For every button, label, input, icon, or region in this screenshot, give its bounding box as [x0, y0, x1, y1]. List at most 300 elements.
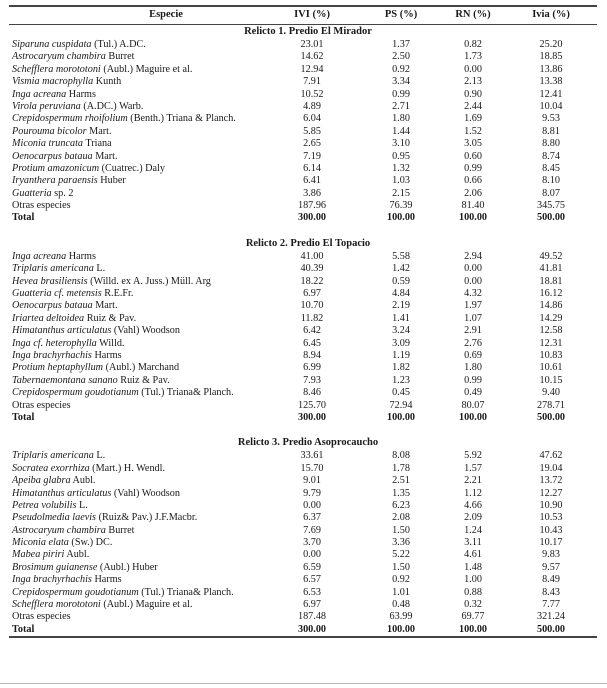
- cell-ps: 1.44: [392, 125, 410, 137]
- cell-ps: 1.03: [392, 175, 410, 187]
- cell-ivi: 6.14: [303, 162, 321, 174]
- cell-ps: 1.19: [392, 349, 410, 361]
- cell-ps: 5.58: [392, 250, 410, 262]
- cell-ps: 0.95: [392, 150, 410, 162]
- table-row: [9, 188, 597, 200]
- table-row: [9, 387, 597, 399]
- cell-ivia: 9.53: [542, 113, 560, 125]
- cell-ivia: 500.00: [536, 411, 565, 423]
- cell-ivia: 9.57: [542, 561, 560, 573]
- section-gap: [9, 424, 597, 436]
- cell-rn: 0.99: [464, 374, 482, 386]
- table-row: [9, 138, 597, 150]
- table-row: [9, 350, 597, 362]
- cell-ps: 2.15: [392, 187, 410, 199]
- table-row: [9, 375, 597, 387]
- cell-ps: 72.94: [389, 399, 413, 411]
- cell-rn: 2.21: [464, 475, 482, 487]
- cell-ps: 8.08: [392, 450, 410, 462]
- cell-ivi: 23.01: [300, 39, 324, 50]
- cell-ivia: 278.71: [536, 399, 565, 411]
- species-cell: [9, 537, 263, 549]
- species-name: Hevea brasiliensis: [12, 275, 88, 287]
- species-author: Mart.: [92, 150, 118, 162]
- cell-ivi: 12.94: [300, 63, 324, 75]
- species-cell: [9, 375, 263, 387]
- species-name: Triplaris americana: [12, 263, 94, 275]
- cell-ivi: 6.45: [303, 337, 321, 349]
- cell-ivi: 4.89: [303, 100, 321, 112]
- table-row: [9, 488, 597, 500]
- cell-ps: 1.80: [392, 113, 410, 125]
- species-name: Pseudolmedia laevis: [12, 512, 97, 524]
- cell-ivia: 9.40: [542, 387, 560, 399]
- cell-ivia: 8.45: [542, 162, 560, 174]
- species-author: (Cuatrec.) Daly: [99, 162, 165, 174]
- species-cell: [9, 313, 263, 325]
- cell-rn: 69.77: [461, 611, 485, 623]
- cell-rn: 2.06: [464, 187, 482, 199]
- cell-ps: 0.99: [392, 88, 410, 100]
- table-row: [9, 537, 597, 549]
- cell-ps: 4.84: [392, 288, 410, 300]
- species-cell: [9, 138, 263, 150]
- table-row: [9, 251, 597, 263]
- cell-ivi: 2.65: [303, 138, 321, 150]
- table-row: [9, 101, 597, 113]
- cell-rn: 81.40: [461, 200, 485, 212]
- cell-rn: 0.66: [464, 175, 482, 187]
- species-cell: [9, 251, 263, 263]
- species-name: Apeiba glabra: [12, 475, 71, 487]
- table-row: [9, 325, 597, 337]
- species-name: Himatanthus articulatus: [12, 487, 112, 499]
- species-cell: [9, 188, 263, 200]
- cell-ps: 2.51: [392, 475, 410, 487]
- cell-ps: 3.10: [392, 138, 410, 150]
- table-row: [9, 126, 597, 138]
- cell-rn: 80.07: [461, 399, 485, 411]
- species-author: Burret: [105, 524, 135, 536]
- cell-rn: 4.32: [464, 288, 482, 300]
- cell-ivia: 10.53: [539, 512, 563, 524]
- cell-ivi: 3.70: [303, 537, 321, 549]
- cell-ps: 0.92: [392, 574, 410, 586]
- species-author: Ruiz & Pav.: [84, 312, 137, 324]
- cell-ivia: 19.04: [539, 462, 563, 474]
- cell-ivia: 500.00: [536, 212, 565, 224]
- cell-rn: 100.00: [458, 411, 487, 423]
- cell-ps: 100.00: [386, 411, 415, 423]
- species-author: Harms: [66, 250, 96, 262]
- cell-ivia: 321.24: [536, 611, 565, 623]
- table-row: [9, 512, 597, 524]
- cell-rn: 1.73: [464, 51, 482, 63]
- cell-rn: 0.00: [464, 63, 482, 75]
- cell-ivi: 300.00: [297, 411, 326, 423]
- species-author: (Vahl) Woodson: [111, 487, 180, 499]
- cell-ps: 1.32: [392, 162, 410, 174]
- cell-rn: 0.00: [464, 275, 482, 287]
- cell-rn: 0.88: [464, 586, 482, 598]
- cell-ivia: 10.90: [539, 499, 563, 511]
- cell-rn: 1.07: [464, 312, 482, 324]
- species-name: Mabea piriri: [12, 549, 65, 561]
- cell-ivi: 18.22: [300, 275, 324, 287]
- species-author: (Tul.) A.DC.: [91, 39, 146, 50]
- cell-ivia: 10.83: [539, 349, 563, 361]
- cell-ps: 2.08: [392, 512, 410, 524]
- table-row: [9, 39, 597, 51]
- species-author: sp. 2: [51, 187, 74, 199]
- species-author: Aubl.: [64, 549, 90, 561]
- cell-ps: 3.36: [392, 537, 410, 549]
- cell-ivi: 0.00: [303, 499, 321, 511]
- species-name: Crepidospermum rhoifolium: [12, 113, 128, 125]
- cell-ps: 1.82: [392, 362, 410, 374]
- table-row: [9, 51, 597, 63]
- cell-ivi: 125.70: [297, 399, 326, 411]
- cell-rn: 0.49: [464, 387, 482, 399]
- cell-ps: 1.37: [392, 39, 410, 50]
- species-name: Protium heptaphyllum: [12, 362, 104, 374]
- cell-ivi: 5.85: [303, 125, 321, 137]
- cell-ivia: 14.86: [539, 300, 563, 312]
- cell-rn: 2.44: [464, 100, 482, 112]
- species-name: Petrea volubilis: [12, 499, 77, 511]
- species-cell: [9, 39, 263, 51]
- species-cell: [9, 463, 263, 475]
- section-gap: [9, 225, 597, 237]
- species-cell: [9, 276, 263, 288]
- section-title: Relicto 1. Predio El Mirador: [244, 26, 372, 37]
- cell-rn: 1.12: [464, 487, 482, 499]
- cell-rn: 1.24: [464, 524, 482, 536]
- cell-rn: 2.13: [464, 76, 482, 88]
- species-cell: [9, 51, 263, 63]
- cell-ivi: 300.00: [297, 623, 326, 635]
- cell-ps: 6.23: [392, 499, 410, 511]
- cell-ps: 3.09: [392, 337, 410, 349]
- cell-rn: 0.32: [464, 599, 482, 611]
- header-especie: Especie: [149, 9, 183, 21]
- cell-ivia: 12.41: [539, 88, 563, 100]
- cell-rn: 1.97: [464, 300, 482, 312]
- species-author: (A.DC.) Warb.: [80, 100, 144, 112]
- cell-rn: 1.52: [464, 125, 482, 137]
- cell-ivi: 6.04: [303, 113, 321, 125]
- cell-ivi: 6.53: [303, 586, 321, 598]
- cell-ps: 0.48: [392, 599, 410, 611]
- species-cell: [9, 500, 263, 512]
- cell-ivia: 18.85: [539, 51, 563, 63]
- page-divider: [0, 683, 607, 684]
- species-author: Kunth: [93, 76, 122, 88]
- species-name: Pourouma bicolor: [12, 125, 87, 137]
- species-cell: [9, 574, 263, 586]
- cell-ivia: 8.43: [542, 586, 560, 598]
- species-author: (Benth.) Triana & Planch.: [127, 113, 236, 125]
- species-author: (Vahl) Woodson: [111, 325, 180, 337]
- table-row: [9, 587, 597, 599]
- species-name: Triplaris americana: [12, 450, 94, 462]
- species-name: Inga brachyrhachis: [12, 574, 92, 586]
- table-bottom-rule: [9, 636, 597, 638]
- species-author: Ruiz & Pav.: [117, 374, 170, 386]
- species-name: Siparuna cuspidata: [12, 39, 92, 50]
- species-name: Vismia macrophylla: [12, 76, 94, 88]
- cell-ps: 1.41: [392, 312, 410, 324]
- cell-ivi: 6.97: [303, 288, 321, 300]
- species-cell: [9, 475, 263, 487]
- cell-ivi: 41.00: [300, 250, 324, 262]
- species-author: L.: [76, 499, 88, 511]
- species-author: Mart.: [86, 125, 112, 137]
- table-row: [9, 362, 597, 374]
- header-ivia: Ivia (%): [532, 9, 570, 21]
- cell-ivia: 12.58: [539, 325, 563, 337]
- table-row: [9, 263, 597, 275]
- species-cell: [9, 488, 263, 500]
- species-name: Socratea exorrhiza: [12, 462, 90, 474]
- table-row: [9, 549, 597, 561]
- cell-ivia: 500.00: [536, 623, 565, 635]
- cell-ps: 1.78: [392, 462, 410, 474]
- table-row: [9, 300, 597, 312]
- cell-ivi: 6.59: [303, 561, 321, 573]
- cell-ivia: 13.72: [539, 475, 563, 487]
- cell-ivi: 40.39: [300, 263, 324, 275]
- species-author: (Sw.) DC.: [68, 537, 113, 549]
- cell-ivi: 33.61: [300, 450, 324, 462]
- cell-ivi: 10.70: [300, 300, 324, 312]
- species-cell: [9, 512, 263, 524]
- cell-rn: 1.80: [464, 362, 482, 374]
- others-label: Otras especies: [12, 399, 71, 411]
- species-cell: [9, 325, 263, 337]
- others-row: [9, 400, 597, 412]
- species-author: (Mart.) H. Wendl.: [89, 462, 166, 474]
- cell-ps: 76.39: [389, 200, 413, 212]
- cell-ivia: 49.52: [539, 250, 563, 262]
- cell-ivia: 10.61: [539, 362, 563, 374]
- species-author: (Aubl.) Maguire et al.: [100, 63, 193, 75]
- cell-rn: 0.90: [464, 88, 482, 100]
- species-table: [9, 4, 597, 638]
- species-author: Burret: [105, 51, 135, 63]
- species-author: Harms: [91, 574, 122, 586]
- species-author: Willd.: [96, 337, 125, 349]
- cell-ivi: 6.41: [303, 175, 321, 187]
- species-cell: [9, 387, 263, 399]
- cell-rn: 3.05: [464, 138, 482, 150]
- species-name: Schefflera morototoni: [12, 63, 101, 75]
- species-name: Crepidospermum goudotianum: [12, 387, 139, 399]
- species-author: (Tul.) Triana& Planch.: [138, 387, 234, 399]
- species-cell: [9, 163, 263, 175]
- others-row: [9, 611, 597, 623]
- species-name: Guatteria: [12, 187, 52, 199]
- species-name: Tabernaemontana sanano: [12, 374, 118, 386]
- cell-ps: 5.22: [392, 549, 410, 561]
- others-label: Otras especies: [12, 611, 71, 623]
- species-cell: [9, 599, 263, 611]
- cell-ivia: 8.49: [542, 574, 560, 586]
- cell-ivi: 7.91: [303, 76, 321, 88]
- species-author: R.E.Fr.: [101, 288, 134, 300]
- species-author: Mart.: [92, 300, 118, 312]
- total-row: [9, 412, 597, 424]
- section-title: Relicto 2. Predio El Topacio: [245, 237, 371, 249]
- table-row: [9, 500, 597, 512]
- cell-rn: 0.00: [464, 263, 482, 275]
- species-cell: [9, 76, 263, 88]
- cell-ps: 2.71: [392, 100, 410, 112]
- cell-ivia: 9.83: [542, 549, 560, 561]
- table-row: [9, 574, 597, 586]
- species-name: Inga cf. heterophylla: [12, 337, 97, 349]
- cell-rn: 1.00: [464, 574, 482, 586]
- table-row: [9, 313, 597, 325]
- species-cell: [9, 562, 263, 574]
- cell-ivi: 0.00: [303, 549, 321, 561]
- species-author: Triana: [83, 138, 112, 150]
- species-name: Virola peruviana: [12, 100, 81, 112]
- cell-ivia: 8.74: [542, 150, 560, 162]
- species-cell: [9, 450, 263, 462]
- species-name: Inga acreana: [12, 250, 67, 262]
- table-row: [9, 599, 597, 611]
- cell-ivia: 345.75: [536, 200, 565, 212]
- species-name: Astrocaryum chambira: [12, 51, 106, 63]
- table-row: [9, 338, 597, 350]
- species-cell: [9, 549, 263, 561]
- species-author: Huber: [97, 175, 126, 187]
- cell-ivi: 6.97: [303, 599, 321, 611]
- species-cell: [9, 263, 263, 275]
- cell-ivi: 6.57: [303, 574, 321, 586]
- cell-ivi: 15.70: [300, 462, 324, 474]
- total-label: Total: [12, 623, 35, 635]
- table-header-row: [9, 7, 597, 24]
- total-row: [9, 624, 597, 636]
- cell-ps: 63.99: [389, 611, 413, 623]
- cell-ps: 100.00: [386, 623, 415, 635]
- cell-ivi: 9.01: [303, 475, 321, 487]
- species-author: Harms: [66, 88, 96, 100]
- cell-rn: 0.82: [464, 39, 482, 50]
- cell-ivi: 7.93: [303, 374, 321, 386]
- species-name: Protium amazonicum: [12, 162, 100, 174]
- cell-ivia: 8.10: [542, 175, 560, 187]
- cell-rn: 100.00: [458, 212, 487, 224]
- table-row: [9, 64, 597, 76]
- cell-ivia: 10.04: [539, 100, 563, 112]
- species-cell: [9, 89, 263, 101]
- cell-ps: 1.50: [392, 524, 410, 536]
- cell-ps: 2.50: [392, 51, 410, 63]
- table-body: [9, 25, 597, 636]
- cell-ivia: 13.86: [539, 63, 563, 75]
- table-row: [9, 276, 597, 288]
- cell-ps: 1.01: [392, 586, 410, 598]
- cell-rn: 1.48: [464, 561, 482, 573]
- cell-ivi: 11.82: [300, 312, 324, 324]
- cell-ivia: 18.81: [539, 275, 563, 287]
- cell-ps: 0.59: [392, 275, 410, 287]
- cell-rn: 1.69: [464, 113, 482, 125]
- species-cell: [9, 288, 263, 300]
- species-name: Astrocaryum chambira: [12, 524, 106, 536]
- cell-ivia: 13.38: [539, 76, 563, 88]
- species-author: (Tul.) Triana& Planch.: [138, 586, 234, 598]
- cell-ps: 100.00: [386, 212, 415, 224]
- cell-rn: 2.91: [464, 325, 482, 337]
- cell-ivia: 8.80: [542, 138, 560, 150]
- species-cell: [9, 587, 263, 599]
- section-title: Relicto 3. Predio Asoprocaucho: [237, 437, 379, 449]
- species-author: Harms: [91, 349, 122, 361]
- cell-rn: 4.61: [464, 549, 482, 561]
- species-author: (Aubl.) Marchand: [103, 362, 180, 374]
- cell-ivi: 8.94: [303, 349, 321, 361]
- species-cell: [9, 300, 263, 312]
- cell-ivi: 6.42: [303, 325, 321, 337]
- cell-rn: 0.69: [464, 349, 482, 361]
- species-name: Inga acreana: [12, 88, 67, 100]
- species-cell: [9, 350, 263, 362]
- cell-ivi: 300.00: [297, 212, 326, 224]
- species-cell: [9, 151, 263, 163]
- cell-ivi: 14.62: [300, 51, 324, 63]
- cell-ivia: 12.31: [539, 337, 563, 349]
- species-name: Inga brachyrhachis: [12, 349, 92, 361]
- cell-ivia: 10.15: [539, 374, 563, 386]
- species-name: Himatanthus articulatus: [12, 325, 112, 337]
- cell-rn: 2.76: [464, 337, 482, 349]
- cell-ivi: 6.37: [303, 512, 321, 524]
- cell-ps: 1.23: [392, 374, 410, 386]
- cell-ivi: 8.46: [303, 387, 321, 399]
- cell-rn: 2.09: [464, 512, 482, 524]
- header-ivi: IVI (%): [294, 9, 330, 21]
- cell-ivi: 6.99: [303, 362, 321, 374]
- others-row: [9, 200, 597, 212]
- species-name: Guatteria cf. metensis: [12, 288, 102, 300]
- table-row: [9, 151, 597, 163]
- cell-rn: 100.00: [458, 623, 487, 635]
- species-name: Miconia truncata: [12, 138, 84, 150]
- species-author: (Aubl.) Maguire et al.: [100, 599, 193, 611]
- total-label: Total: [12, 411, 35, 423]
- header-ps: PS (%): [384, 9, 418, 21]
- species-author: L.: [93, 263, 106, 275]
- species-cell: [9, 362, 263, 374]
- cell-rn: 4.66: [464, 499, 482, 511]
- species-cell: [9, 525, 263, 537]
- cell-ivi: 3.86: [303, 187, 321, 199]
- table-row: [9, 175, 597, 187]
- cell-ivia: 7.77: [542, 599, 560, 611]
- cell-ps: 1.50: [392, 561, 410, 573]
- table-row: [9, 562, 597, 574]
- table-row: [9, 288, 597, 300]
- cell-ivi: 7.19: [303, 150, 321, 162]
- species-name: Brosimum guianense: [12, 561, 98, 573]
- cell-rn: 3.11: [464, 537, 482, 549]
- species-cell: [9, 175, 263, 187]
- species-name: Oenocarpus bataua: [12, 300, 93, 312]
